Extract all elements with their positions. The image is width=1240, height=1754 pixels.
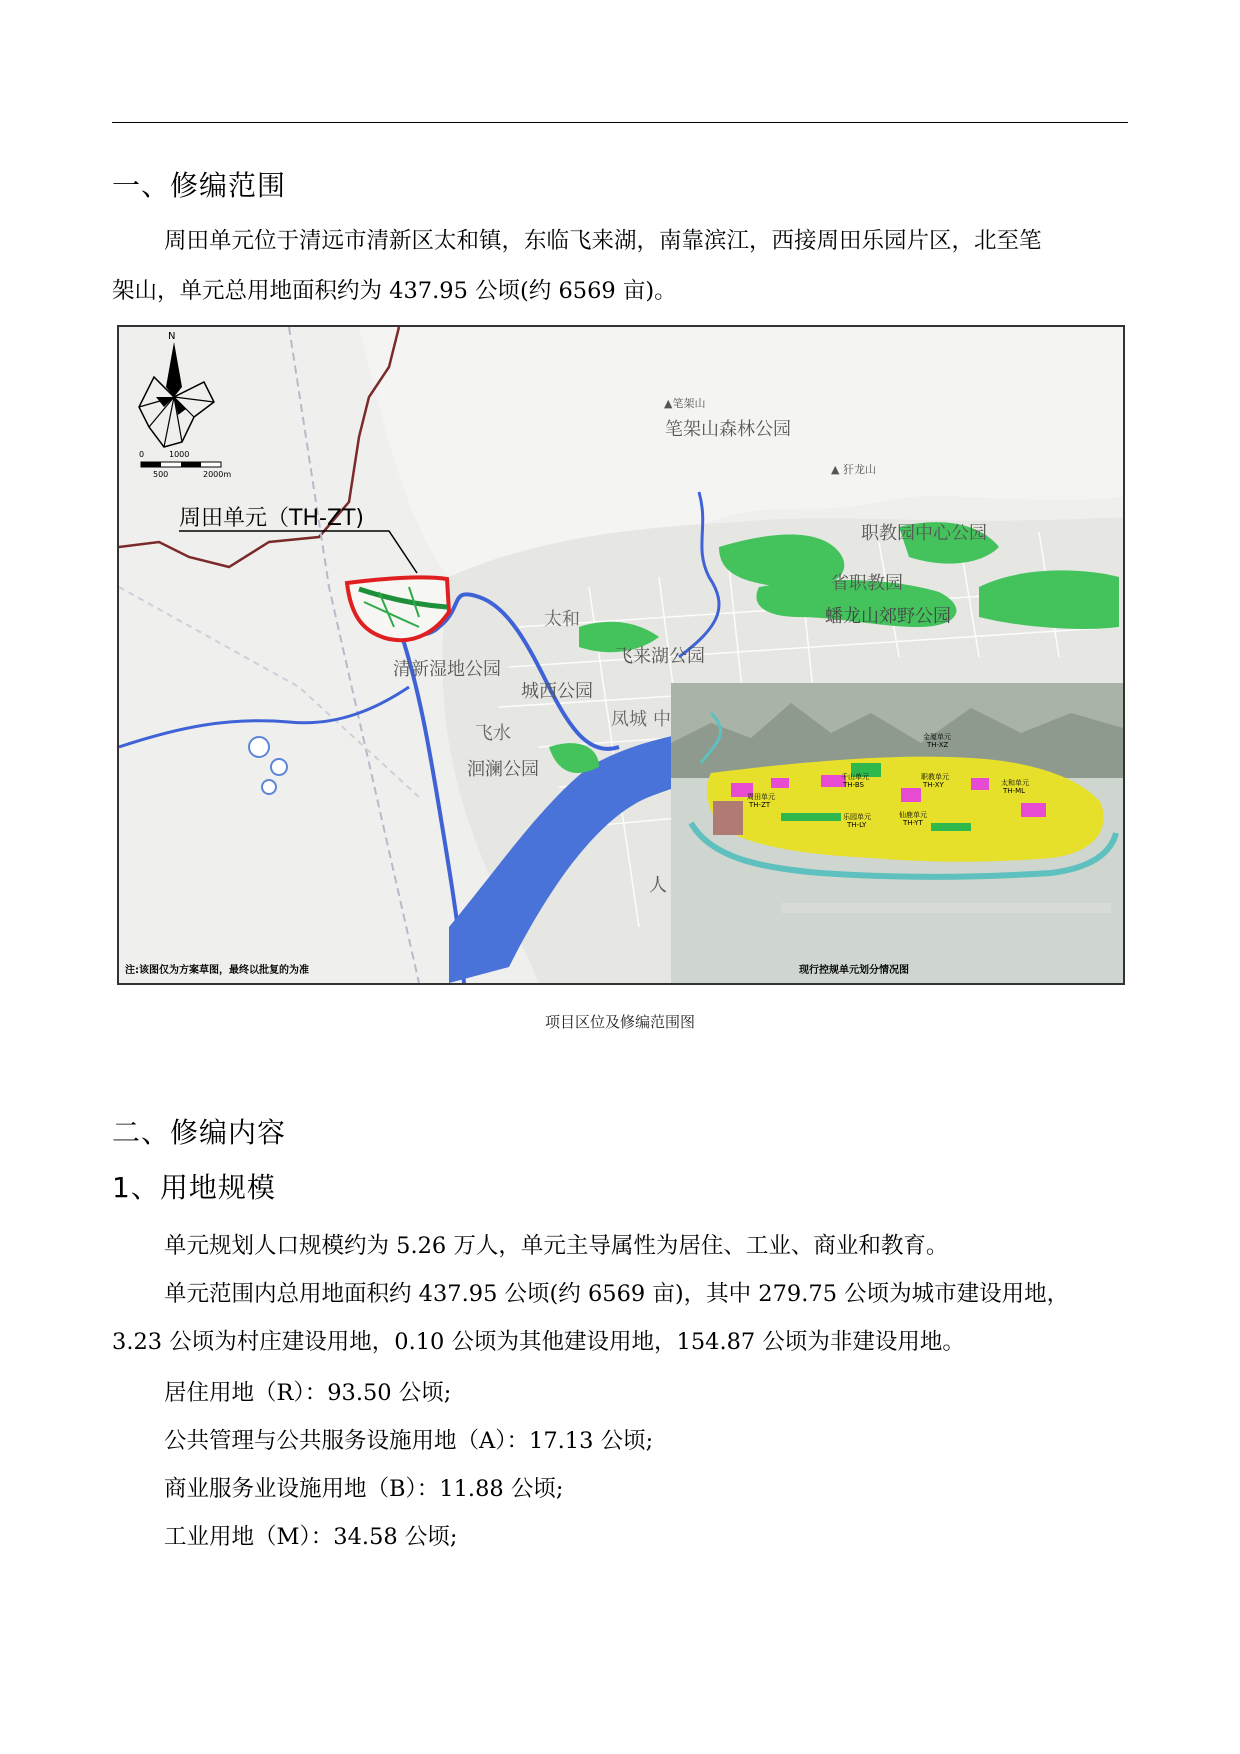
taihe-label: 太和	[544, 609, 580, 630]
feishui-label: 飞水	[475, 723, 511, 744]
figure-caption: 项目区位及修编范围图	[544, 1013, 695, 1031]
inset-unit-4-name: 太和单元	[1001, 779, 1029, 787]
scale-label-500: 500	[153, 470, 169, 479]
inset-unit-2-code: TH-XY	[923, 781, 944, 789]
population-paragraph: 单元规划人口规模约为 5.26 万人，单元主导属性为居住、工业、商业和教育。	[164, 1233, 949, 1259]
land-item-residential: 居住用地（R）：93.50 公顷;	[164, 1380, 452, 1406]
inset-unit-2-name: 职教单元	[921, 773, 949, 781]
inset-unit-6-name: 仙鹿单元	[899, 811, 927, 819]
inset-unit-4-code: TH-ML	[1003, 787, 1026, 795]
scale-label-2000: 2000m	[203, 470, 232, 479]
panlongshan-park-label: 蟠龙山郊野公园	[825, 606, 951, 627]
bijiashan-park-label: 笔架山森林公园	[665, 419, 791, 440]
inset-map	[671, 683, 1123, 983]
huilan-park-label: 洄澜公园	[467, 759, 539, 780]
zhijiaoyuan-park-label: 职教园中心公园	[861, 523, 987, 544]
inset-unit-3-code: TH-ZT	[749, 801, 771, 809]
inset-unit-1-name: 千山单元	[841, 773, 869, 781]
location-map	[117, 325, 1125, 985]
unit-label: 周田单元（TH-ZT)	[179, 506, 365, 531]
inset-unit-1-code: TH-BS	[843, 781, 864, 789]
inset-unit-5-name: 乐园单元	[843, 813, 871, 821]
inset-unit-0-code: TH-XZ	[927, 741, 949, 749]
north-label: N	[168, 331, 176, 342]
map-note: 注:该图仅为方案草图，最终以批复的为准	[125, 965, 309, 976]
header-rule	[112, 122, 1128, 123]
subsection1-heading: 1、用地规模	[112, 1171, 276, 1204]
land-item-commercial: 商业服务业设施用地（B）：11.88 公顷;	[164, 1476, 564, 1502]
inset-title: 现行控规单元划分情况图	[799, 965, 909, 976]
section1-para-line1: 周田单元位于清远市清新区太和镇，东临飞来湖，南靠滨江，西接周田乐园片区，北至笔	[164, 228, 1042, 254]
scale-label-0: 0	[139, 450, 145, 459]
scale-label-1000: 1000	[169, 450, 190, 459]
feilaihu-park-label: 飞来湖公园	[615, 646, 705, 667]
inset-unit-3-name: 周田单元	[747, 793, 775, 801]
ren-label: 人	[649, 875, 667, 896]
section1-heading: 一、修编范围	[112, 169, 287, 202]
chengxi-park-label: 城西公园	[521, 681, 593, 702]
scale-bar	[141, 462, 221, 467]
land-area-paragraph-line2: 3.23 公顷为村庄建设用地，0.10 公顷为其他建设用地，154.87 公顷为非建设用地。	[112, 1329, 965, 1355]
map-canvas	[119, 327, 1123, 983]
inset-unit-5-code: TH-LY	[847, 821, 867, 829]
section1-para-line2: 架山，单元总用地面积约为 437.95 公顷(约 6569 亩)。	[112, 278, 677, 304]
qianlongshan-label: ▲ 犴龙山	[831, 463, 876, 476]
inset-unit-6-code: TH-YT	[903, 819, 923, 827]
fengcheng-label: 凤城	[611, 709, 647, 730]
shengzhijiao-label: 省职教园	[831, 573, 903, 594]
bijiashan-peak-label: ▲笔架山	[664, 397, 706, 410]
qingxin-wetland-label: 清新湿地公园	[393, 659, 501, 680]
land-area-paragraph-line1: 单元范围内总用地面积约 437.95 公顷(约 6569 亩)，其中 279.75 公顷为城市建设用地，	[164, 1281, 1070, 1307]
land-item-industrial: 工业用地（M）：34.58 公顷;	[164, 1524, 458, 1550]
inset-unit-0-name: 金厦单元	[923, 733, 951, 741]
zhong-label: 中	[653, 709, 671, 730]
section2-heading: 二、修编内容	[112, 1116, 287, 1149]
land-item-public: 公共管理与公共服务设施用地（A）：17.13 公顷;	[164, 1428, 654, 1454]
